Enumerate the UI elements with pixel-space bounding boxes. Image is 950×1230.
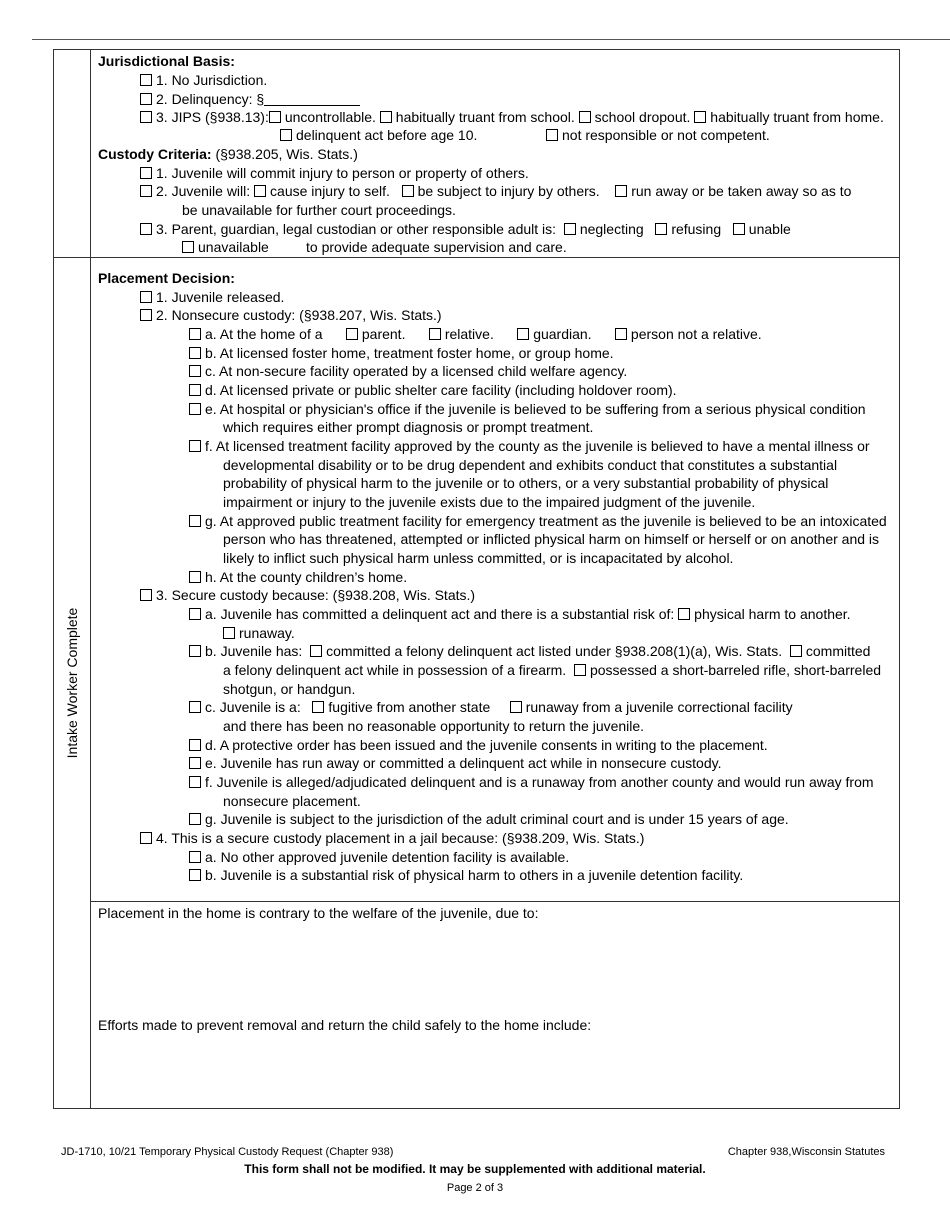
nonsecure-g: g. At approved public treatment facility for emergency treatment as the juvenile is believed to be an intoxicated — [189, 512, 887, 530]
fugitive-checkbox[interactable] — [312, 701, 324, 713]
nonsecure-a: a. At the home of a parent. relative. guardian. person not a relative. — [189, 325, 762, 343]
custody-item-3-cont: unavailable — [182, 238, 269, 256]
school-dropout-checkbox[interactable] — [579, 111, 591, 123]
harm-others-detention-checkbox[interactable] — [189, 869, 201, 881]
run-away-checkbox[interactable] — [615, 185, 627, 197]
jips-options-line-2b: not responsible or not competent. — [546, 126, 770, 144]
secure-c: c. Juvenile is a: fugitive from another state runaway from a juvenile correctional facility — [189, 698, 793, 716]
welfare-divider — [90, 901, 899, 902]
parent-guardian-checkbox[interactable] — [140, 223, 152, 235]
jurisdiction-item-3: 3. JIPS (§938.13): uncontrollable. habitually truant from school. school dropout. habitually truant from home. — [140, 108, 884, 126]
secure-g: g. Juvenile is subject to the jurisdiction of the adult criminal court and is under 15 years of age. — [189, 810, 789, 828]
nonsecure-e: e. At hospital or physician's office if the juvenile is believed to be suffering from a serious physical condition — [189, 400, 866, 418]
delinquent-before-10-checkbox[interactable] — [280, 129, 292, 141]
efforts-label: Efforts made to prevent removal and return the child safely to the home include: — [98, 1017, 592, 1033]
not-responsible-checkbox[interactable] — [546, 129, 558, 141]
custody-item-2-cont: be unavailable for further court proceedings. — [182, 202, 456, 218]
truant-home-checkbox[interactable] — [694, 111, 706, 123]
physical-harm-checkbox[interactable] — [678, 608, 690, 620]
secure-b-cont-1: a felony delinquent act while in possession of a firearm. possessed a short-barreled rifle, short-barreled — [223, 662, 882, 678]
no-facility-checkbox[interactable] — [189, 851, 201, 863]
juvenile-is-checkbox[interactable] — [189, 701, 201, 713]
neglecting-checkbox[interactable] — [564, 223, 576, 235]
jips-options-line-2: delinquent act before age 10. — [280, 126, 477, 144]
side-label: Intake Worker Complete — [64, 607, 80, 759]
public-treatment-checkbox[interactable] — [189, 515, 201, 527]
jail-b: b. Juvenile is a substantial risk of physical harm to others in a juvenile detention facility. — [189, 866, 743, 884]
secure-e: e. Juvenile has run away or committed a delinquent act while in nonsecure custody. — [189, 754, 721, 772]
secure-d: d. A protective order has been issued and the juvenile consents in writing to the placement. — [189, 736, 768, 754]
top-rule — [32, 39, 950, 40]
guardian-checkbox[interactable] — [517, 328, 529, 340]
unavailable-checkbox[interactable] — [182, 241, 194, 253]
nonsecure-c: c. At non-secure facility operated by a licensed child welfare agency. — [189, 362, 627, 380]
welfare-contrary-label: Placement in the home is contrary to the welfare of the juvenile, due to: — [98, 905, 539, 921]
secure-f: f. Juvenile is alleged/adjudicated delinquent and is a runaway from another county and would run away from — [189, 773, 874, 791]
injury-others-checkbox[interactable] — [402, 185, 414, 197]
ran-away-nonsecure-checkbox[interactable] — [189, 757, 201, 769]
secure-custody-checkbox[interactable] — [140, 589, 152, 601]
custody-item-2: 2. Juvenile will: cause injury to self. be subject to injury by others. run away or be taken away so as to — [140, 182, 851, 200]
foster-home-checkbox[interactable] — [189, 347, 201, 359]
placement-section — [53, 257, 900, 1109]
secure-b-cont-2: shotgun, or handgun. — [223, 681, 356, 697]
nonsecure-g-cont-2: likely to inflict such physical harm unless committed, or is incapacitated by alcohol. — [223, 550, 734, 566]
secure-c-cont: and there has been no reasonable opportunity to return the juvenile. — [223, 718, 645, 734]
custody-item-3-cont-b: to provide adequate supervision and care. — [306, 239, 567, 255]
hospital-checkbox[interactable] — [189, 403, 201, 415]
jail-placement-checkbox[interactable] — [140, 832, 152, 844]
placement-heading: Placement Decision: — [98, 270, 235, 286]
injury-self-checkbox[interactable] — [254, 185, 266, 197]
side-column — [54, 258, 91, 1108]
truant-school-checkbox[interactable] — [380, 111, 392, 123]
childrens-home-checkbox[interactable] — [189, 571, 201, 583]
no-jurisdiction-checkbox[interactable] — [140, 74, 152, 86]
delinquent-risk-checkbox[interactable] — [189, 608, 201, 620]
custody-item-1: 1. Juvenile will commit injury to person or property of others. — [140, 164, 529, 182]
juvenile-will-checkbox[interactable] — [140, 185, 152, 197]
side-column — [54, 50, 91, 257]
relative-checkbox[interactable] — [429, 328, 441, 340]
juvenile-has-checkbox[interactable] — [189, 645, 201, 657]
nonsecure-b: b. At licensed foster home, treatment foster home, or group home. — [189, 344, 614, 362]
runaway-risk-checkbox[interactable] — [223, 627, 235, 639]
refusing-checkbox[interactable] — [655, 223, 667, 235]
nonsecure-f: f. At licensed treatment facility approved by the county as the juvenile is believed to have a mental illness or — [189, 437, 870, 455]
parent-checkbox[interactable] — [346, 328, 358, 340]
nonsecure-g-cont-1: person who has threatened, attempted or inflicted physical harm on himself or herself or on another and is — [223, 531, 880, 547]
nonsecure-h: h. At the county children’s home. — [189, 568, 407, 586]
nonsecure-f-cont-1: developmental disability or to be drug dependent and exhibits conduct that constitutes a substantial — [223, 457, 838, 473]
adult-court-checkbox[interactable] — [189, 813, 201, 825]
treatment-facility-checkbox[interactable] — [189, 440, 201, 452]
county-runaway-checkbox[interactable] — [189, 776, 201, 788]
nonsecure-custody-checkbox[interactable] — [140, 309, 152, 321]
jail-a: a. No other approved juvenile detention facility is available. — [189, 848, 569, 866]
form-id: JD-1710, 10/21 Temporary Physical Custody Request (Chapter 938) — [61, 1146, 394, 1158]
jurisdiction-item-1: 1. No Jurisdiction. — [140, 71, 267, 89]
placement-item-3: 3. Secure custody because: (§938.208, Wis. Stats.) — [140, 586, 475, 604]
jurisdiction-section — [53, 49, 900, 258]
jurisdiction-item-2: 2. Delinquency: § — [140, 90, 360, 108]
unable-checkbox[interactable] — [733, 223, 745, 235]
felony-act-checkbox[interactable] — [310, 645, 322, 657]
juvenile-released-checkbox[interactable] — [140, 291, 152, 303]
statute-ref: Chapter 938,Wisconsin Statutes — [727, 1146, 885, 1158]
secure-a-cont: runaway. — [223, 624, 295, 642]
jips-checkbox[interactable] — [140, 111, 152, 123]
commit-injury-checkbox[interactable] — [140, 167, 152, 179]
correctional-runaway-checkbox[interactable] — [510, 701, 522, 713]
delinquency-checkbox[interactable] — [140, 93, 152, 105]
uncontrollable-checkbox[interactable] — [269, 111, 281, 123]
protective-order-checkbox[interactable] — [189, 739, 201, 751]
nonsecure-f-cont-2: probability of physical harm to the juvenile or to others, or a very substantial probability of physical — [223, 475, 829, 491]
non-secure-facility-checkbox[interactable] — [189, 365, 201, 377]
nonsecure-d: d. At licensed private or public shelter care facility (including holdover room). — [189, 381, 677, 399]
felony-firearm-checkbox[interactable] — [790, 645, 802, 657]
nonsecure-e-cont: which requires either prompt diagnosis or prompt treatment. — [223, 419, 594, 435]
not-relative-checkbox[interactable] — [615, 328, 627, 340]
jurisdiction-heading: Jurisdictional Basis: — [98, 53, 235, 69]
possessed-weapon-checkbox[interactable] — [574, 664, 586, 676]
shelter-care-checkbox[interactable] — [189, 384, 201, 396]
nonsecure-f-cont-3: impairment or injury to the juvenile exists due to the impaired judgment of the juvenile. — [223, 494, 756, 510]
placement-item-1: 1. Juvenile released. — [140, 288, 284, 306]
placement-item-2: 2. Nonsecure custody: (§938.207, Wis. Stats.) — [140, 306, 442, 324]
custody-item-3: 3. Parent, guardian, legal custodian or other responsible adult is: neglecting refusing unable — [140, 220, 791, 238]
secure-f-cont: nonsecure placement. — [223, 793, 361, 809]
custody-heading: Custody Criteria: (§938.205, Wis. Stats.) — [98, 146, 358, 162]
modification-notice: This form shall not be modified. It may be supplemented with additional material. — [244, 1162, 706, 1176]
home-of-checkbox[interactable] — [189, 328, 201, 340]
placement-item-4: 4. This is a secure custody placement in a jail because: (§938.209, Wis. Stats.) — [140, 829, 644, 847]
secure-b: b. Juvenile has: committed a felony delinquent act listed under §938.208(1)(a), Wis. Stats. committed — [189, 642, 870, 660]
secure-a: a. Juvenile has committed a delinquent act and there is a substantial risk of: physical harm to another. — [189, 605, 851, 623]
delinquency-statute-field[interactable] — [264, 93, 360, 106]
page-number: Page 2 of 3 — [446, 1182, 504, 1194]
